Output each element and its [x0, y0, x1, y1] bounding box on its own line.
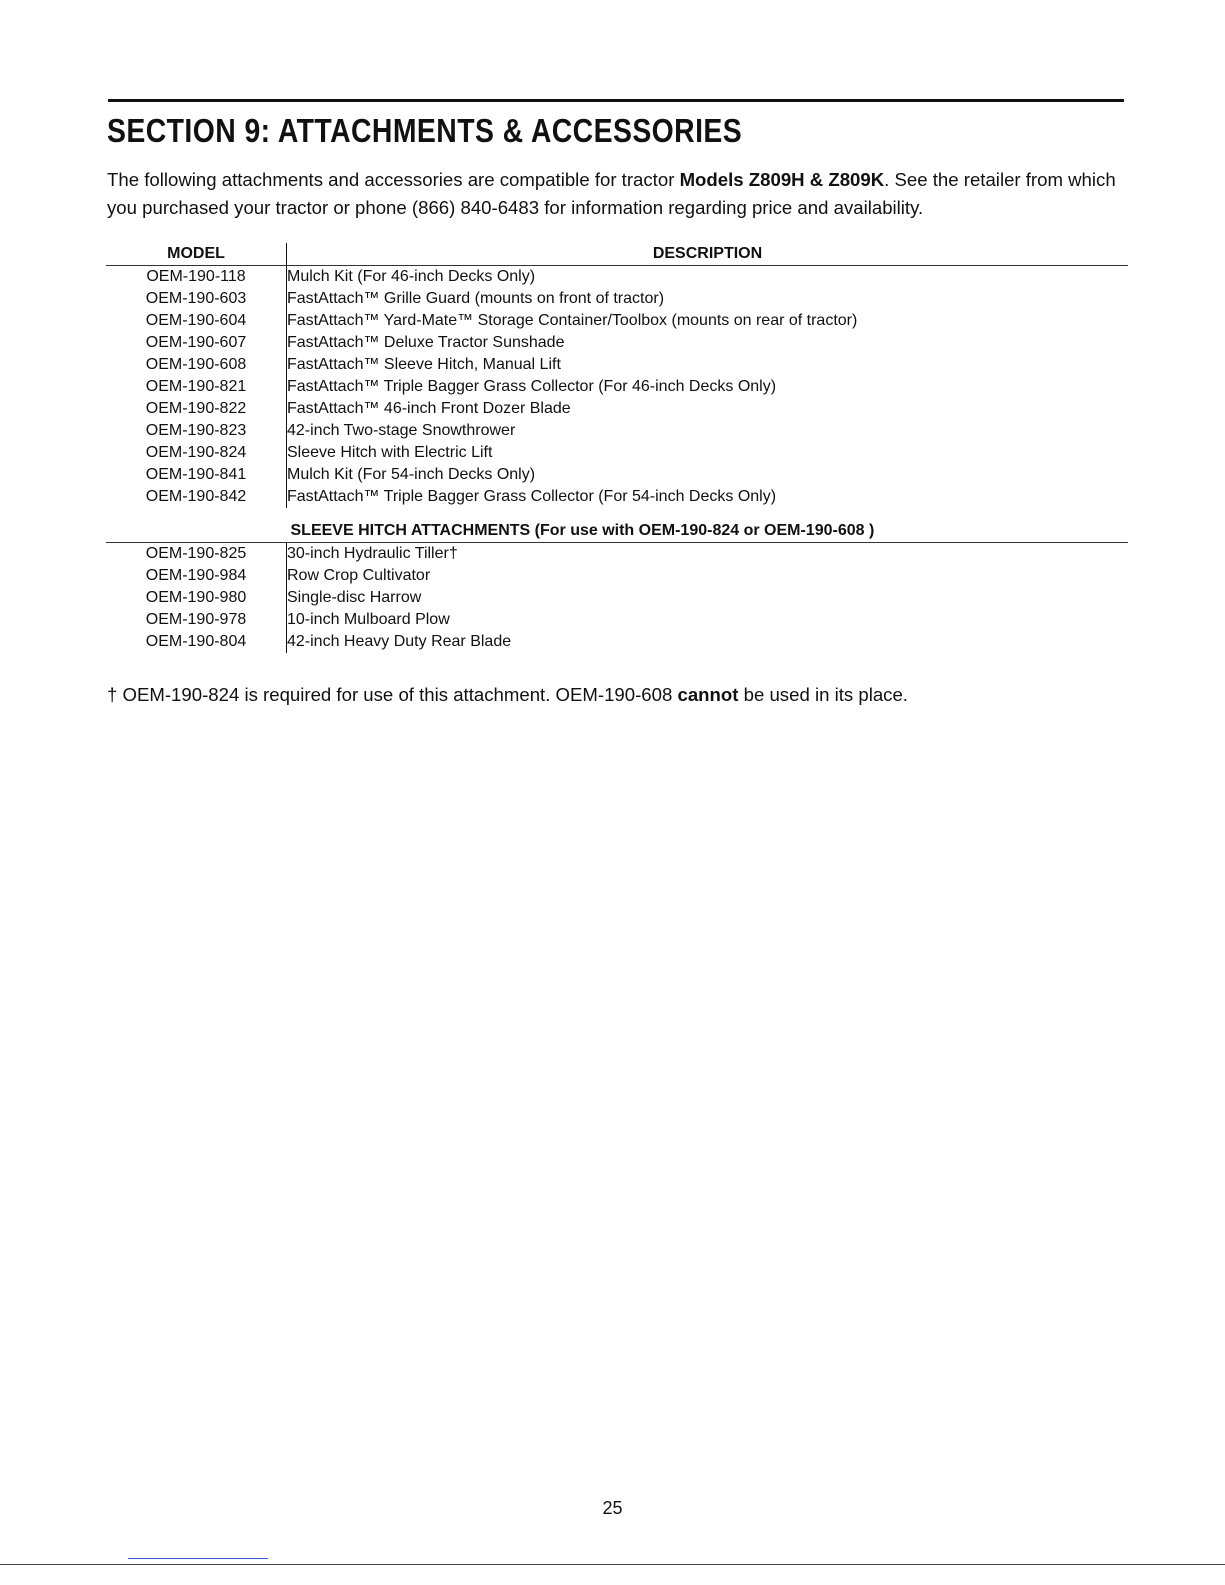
description-cell: FastAttach™ Deluxe Tractor Sunshade — [287, 332, 1129, 354]
sleeve-hitch-header-row — [106, 520, 1128, 543]
spacer-cell — [106, 508, 287, 520]
page-number: 25 — [602, 1498, 623, 1518]
table-row — [106, 420, 1128, 442]
table-row — [106, 288, 1128, 310]
table-spacer — [106, 508, 1128, 520]
bottom-link-underline — [128, 1558, 268, 1559]
model-cell: OEM-190-984 — [145, 567, 247, 584]
sleeve-hitch-header: SLEEVE HITCH ATTACHMENTS (For use with OEM-190-824 or OEM-190-608 ) — [287, 520, 1129, 543]
description-cell: Sleeve Hitch with Electric Lift — [287, 442, 1129, 464]
table-row — [106, 565, 1128, 587]
table-row — [106, 587, 1128, 609]
description-cell: FastAttach™ Triple Bagger Grass Collector (For 46-inch Decks Only) — [287, 376, 1129, 398]
description-cell: 42-inch Two-stage Snowthrower — [287, 420, 1129, 442]
description-cell: 42-inch Heavy Duty Rear Blade — [287, 631, 1129, 653]
description-cell: Mulch Kit (For 54-inch Decks Only) — [287, 464, 1129, 486]
model-cell: OEM-190-978 — [145, 611, 247, 628]
table-row — [106, 376, 1128, 398]
sleeve-header-empty-cell — [106, 520, 287, 543]
intro-paragraph — [107, 166, 1117, 222]
table-row — [106, 332, 1128, 354]
model-cell: OEM-190-842 — [145, 488, 247, 505]
table-row — [106, 266, 1128, 289]
table-row — [106, 631, 1128, 653]
table-header-row — [106, 243, 1128, 266]
description-cell: Row Crop Cultivator — [287, 565, 1129, 587]
table-row — [106, 442, 1128, 464]
description-cell: Single-disc Harrow — [287, 587, 1129, 609]
table-row — [106, 398, 1128, 420]
model-cell: OEM-190-823 — [145, 422, 247, 439]
model-cell: OEM-190-603 — [145, 290, 247, 307]
attachments-table — [106, 243, 1128, 653]
description-cell: 30-inch Hydraulic Tiller† — [287, 543, 1129, 566]
model-cell: OEM-190-118 — [146, 268, 246, 285]
table-row — [106, 310, 1128, 332]
model-cell: OEM-190-604 — [145, 312, 247, 329]
description-cell: FastAttach™ Yard-Mate™ Storage Container/Toolbox (mounts on rear of tractor) — [287, 310, 1129, 332]
footnote-text-after: be used in its place. — [738, 684, 908, 705]
intro-text-before: The following attachments and accessories are compatible for tractor — [107, 169, 680, 190]
section-title: SECTION 9: ATTACHMENTS & ACCESSORIES — [107, 112, 743, 149]
description-column-header: DESCRIPTION — [287, 243, 1129, 266]
model-cell: OEM-190-804 — [145, 633, 247, 650]
footnote — [107, 684, 908, 706]
table-row — [106, 486, 1128, 508]
model-column-header: MODEL — [106, 243, 287, 266]
intro-models: Models Z809H & Z809K — [679, 169, 885, 190]
description-cell: FastAttach™ Triple Bagger Grass Collector (For 54-inch Decks Only) — [287, 486, 1129, 508]
description-cell: Mulch Kit (For 46-inch Decks Only) — [287, 266, 1129, 289]
footnote-bold: cannot — [677, 684, 739, 705]
table-row — [106, 609, 1128, 631]
description-cell: FastAttach™ Grille Guard (mounts on front of tractor) — [287, 288, 1129, 310]
table-row — [106, 354, 1128, 376]
model-cell: OEM-190-608 — [145, 356, 247, 373]
model-cell: OEM-190-980 — [145, 589, 247, 606]
description-cell: FastAttach™ 46-inch Front Dozer Blade — [287, 398, 1129, 420]
bottom-rule — [0, 1564, 1225, 1565]
description-cell: 10-inch Mulboard Plow — [287, 609, 1129, 631]
footnote-text-before: † OEM-190-824 is required for use of this attachment. OEM-190-608 — [107, 684, 678, 705]
model-cell: OEM-190-607 — [145, 334, 247, 351]
table-row — [106, 464, 1128, 486]
model-cell: OEM-190-825 — [145, 545, 247, 562]
spacer-cell — [287, 508, 1129, 520]
intro-text-after: . See the retailer from which you purchased your tractor or phone (866) 840-6483 for information regarding price and availability. — [107, 169, 1116, 218]
model-cell: OEM-190-822 — [145, 400, 247, 417]
description-cell: FastAttach™ Sleeve Hitch, Manual Lift — [287, 354, 1129, 376]
table-row — [106, 543, 1128, 566]
model-cell: OEM-190-821 — [145, 378, 247, 395]
model-cell: OEM-190-841 — [145, 466, 247, 483]
top-rule — [108, 99, 1124, 102]
model-cell: OEM-190-824 — [145, 444, 247, 461]
